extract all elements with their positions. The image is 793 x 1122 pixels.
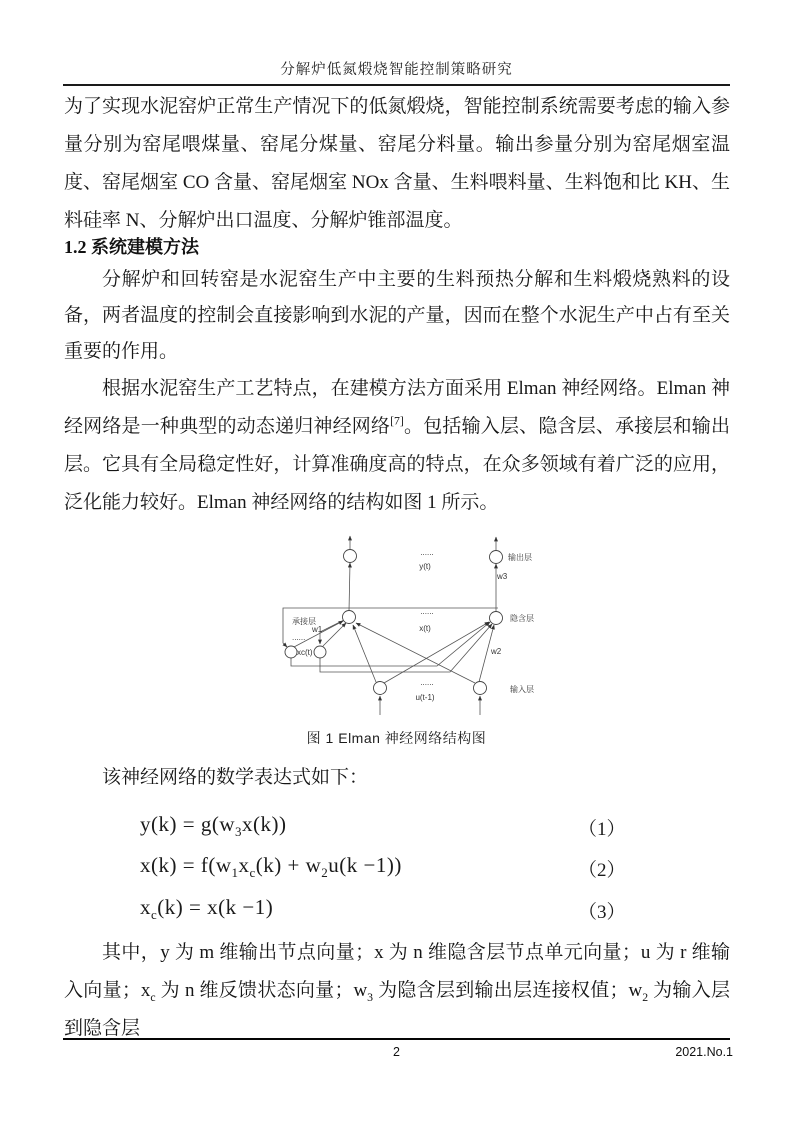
u-vector-label: u(t-1) bbox=[415, 693, 435, 702]
elman-diagram-svg bbox=[272, 531, 557, 721]
equation-2 bbox=[64, 853, 730, 889]
equation-1 bbox=[64, 812, 730, 848]
footer-rule bbox=[63, 1038, 730, 1040]
hidden-layer-label: 隐含层 bbox=[510, 614, 534, 623]
figure-caption: 图 1 Elman 神经网络结构图 bbox=[306, 730, 487, 746]
input-node-left bbox=[374, 682, 387, 695]
w2-weight-label: w2 bbox=[491, 647, 502, 656]
input-node-right bbox=[474, 682, 487, 695]
dots-context-label: ...... bbox=[292, 633, 306, 642]
xc-vector-label: xc(t) bbox=[297, 648, 313, 657]
paragraph-elman: 根据水泥窑生产工艺特点，在建模方法方面采用 Elman 神经网络。Elman 神经网络是一种典型的动态递归神经网络[7]。包括输入层、隐含层、承接层和输出层。它具有全局稳定性好，计算准确度高的特点，在众多领域有着广泛的应用，泛化能力较好。Elman 神经网络的结构如图 1 所示。 bbox=[64, 378, 730, 513]
page-number: 2 bbox=[393, 1045, 400, 1059]
issue-label: 2021.No.1 bbox=[675, 1045, 733, 1059]
y-vector-label: y(t) bbox=[419, 562, 431, 571]
hidden-node-left bbox=[343, 611, 356, 624]
diagram-labels bbox=[292, 548, 534, 702]
header-rule bbox=[63, 84, 730, 86]
x-vector-label: x(t) bbox=[419, 624, 431, 633]
hidden-node-right bbox=[490, 612, 503, 625]
output-node-left bbox=[344, 550, 357, 563]
paragraph-variables: 其中，y 为 m 维输出节点向量；x 为 n 维隐含层节点单元向量；u 为 r 维输入向量；$x_c$ 为 n 维反馈状态向量；$w_3$ 为隐含层到输出层连接权值；$w_2$ 为输入层到隐含层 bbox=[64, 942, 730, 1039]
equation-1-number: （1） bbox=[578, 819, 626, 840]
equation-3-expression: $x_c(k) = x(k -1)$ bbox=[140, 895, 274, 923]
paragraph-math-intro: 该神经网络的数学表达式如下： bbox=[102, 767, 369, 788]
context-node-right bbox=[314, 646, 326, 658]
dots-input-label: ...... bbox=[420, 678, 434, 687]
paragraph-equipment: 分解炉和回转窑是水泥窑生产中主要的生料预热分解和生料煅烧熟料的设备，两者温度的控制会直接影响到水泥的产量，因而在整个水泥生产中占有至关重要的作用。 bbox=[64, 269, 730, 362]
equation-2-expression: $x(k) = f(w_1x_c(k) + w_2u(k -1))$ bbox=[140, 853, 402, 881]
context-node-left bbox=[285, 646, 297, 658]
context-layer-label: 承接层 bbox=[292, 617, 316, 626]
diagram-nodes bbox=[285, 550, 503, 695]
output-layer-label: 输出层 bbox=[508, 553, 532, 562]
dots-hidden-label: ...... bbox=[420, 607, 434, 616]
output-node-right bbox=[490, 551, 503, 564]
equation-3 bbox=[64, 895, 730, 931]
section-heading: 1.2 系统建模方法 bbox=[64, 237, 199, 257]
running-header-title: 分解炉低氮煅烧智能控制策略研究 bbox=[280, 62, 513, 78]
equation-2-number: （2） bbox=[578, 860, 626, 881]
input-layer-label: 输入层 bbox=[510, 685, 534, 694]
w3-weight-label: w3 bbox=[497, 572, 508, 581]
equation-3-number: （3） bbox=[578, 902, 626, 923]
equation-1-expression: $y(k) = g(w_3x(k))$ bbox=[140, 812, 287, 840]
paragraph-intro: 为了实现水泥窑炉正常生产情况下的低氮煅烧，智能控制系统需要考虑的输入参量分别为窑尾喂煤量、窑尾分煤量、窑尾分料量。输出参量分别为窑尾烟室温度、窑尾烟室 CO 含量、窑尾烟室 NOx 含量、生料喂料量、生料饱和比 KH、生料硅率 N、分解炉出口温度、分解炉锥部温度。 bbox=[64, 96, 730, 231]
figure-elman-diagram bbox=[272, 531, 557, 721]
w1-weight-label: w1 bbox=[312, 625, 323, 634]
dots-output-label: ...... bbox=[420, 548, 434, 557]
